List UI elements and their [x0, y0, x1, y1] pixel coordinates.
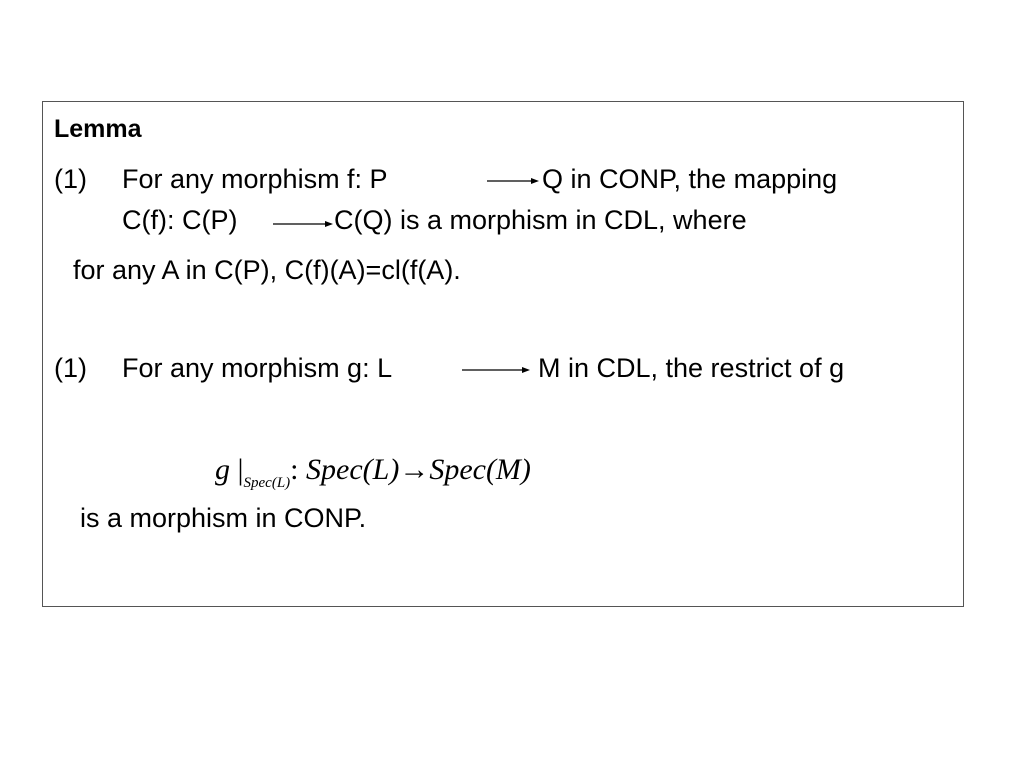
item1-line3: for any A in C(P), C(f)(A)=cl(f(A).: [73, 255, 461, 285]
item1-arrow2-icon: [273, 216, 333, 232]
item1-line1-end: Q in CONP, the mapping: [542, 164, 838, 194]
formula-restriction-bar: |: [237, 453, 244, 486]
item2-conclusion: is a morphism in CONP.: [80, 503, 367, 533]
formula-lhs: Spec(L): [306, 453, 400, 486]
item1-arrow-icon: [487, 173, 539, 189]
formula-subscript: Spec(L): [243, 475, 291, 491]
item1-line2-start: C(f): C(P): [122, 205, 238, 235]
formula-rhs: Spec(M): [429, 453, 531, 486]
item1-line2-end: C(Q) is a morphism in CDL, where: [334, 205, 747, 235]
item2-line1-start: For any morphism g: L: [122, 353, 393, 383]
formula-colon: :: [290, 453, 299, 486]
formula: [215, 453, 531, 491]
item1-number: (1): [54, 164, 87, 194]
formula-g: g: [215, 453, 230, 486]
formula-arrow-icon: →: [399, 453, 430, 486]
item1-line1-start: For any morphism f: P: [122, 164, 388, 194]
item2-arrow-icon: [462, 362, 530, 378]
item2-line1-end: M in CDL, the restrict of g: [538, 353, 845, 383]
lemma-title: Lemma: [54, 115, 142, 143]
item2-number: (1): [54, 353, 87, 383]
